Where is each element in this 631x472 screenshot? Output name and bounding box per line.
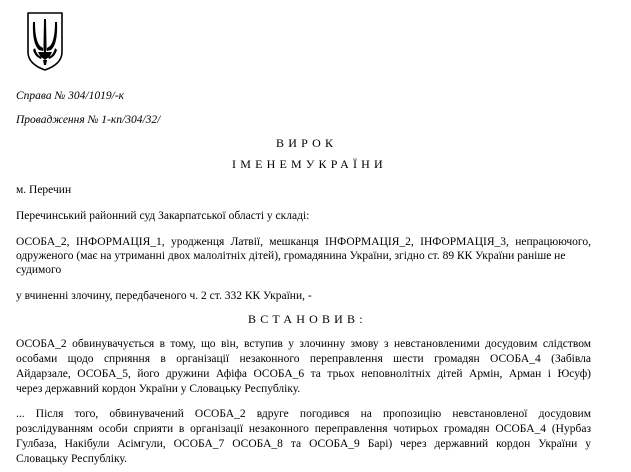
in-the-name-title: ІМЕНЕМУКРАЇНИ (232, 157, 387, 171)
para2-line-2: розслідуванням особи сприяти в організації незаконного переправлення чотирьох громадян ОСОБА_4 (Нурбаз (16, 423, 591, 435)
case-number: Справа № 304/1019/-к (16, 90, 125, 102)
para1-line-2: особами щодо сприяння в організації незаконного переправлення шести громадян ОСОБА_4 (Забівла (16, 353, 591, 365)
para1-line-4: через державний кордон України у Словацьку Республіку. (16, 383, 301, 395)
coat-of-arms-icon (24, 10, 66, 72)
established-title: ВСТАНОВИВ: (248, 312, 367, 326)
crime-line: у вчиненні злочину, передбаченого ч. 2 ст. 332 КК України, - (16, 290, 312, 302)
para1-line-3: Айдарзале, ОСОБА_5, його дружини Афіфа ОСОБА_6 та трьох неповнолітніх дітей Армін, Арман і Юсуф) (16, 368, 591, 380)
place: м. Перечин (16, 184, 72, 196)
defendant-line-1: ОСОБА_2, ІНФОРМАЦІЯ_1, уродженця Латвії, мешканця ІНФОРМАЦІЯ_2, ІНФОРМАЦІЯ_3, непрацюючого, (16, 236, 591, 248)
defendant-line-3: судимого (16, 264, 62, 276)
defendant-line-2: одруженого (має на утриманні двох малолітніх дітей), громадянина України, згідно ст. 89 КК України раніше не (16, 250, 566, 262)
court-line: Перечинський районний суд Закарпатської області у складі: (16, 210, 310, 222)
verdict-title: ВИРОК (276, 136, 338, 150)
proceeding-number: Провадження № 1-кп/304/32/ (16, 114, 161, 126)
para2-line-1: ... Після того, обвинувачений ОСОБА_2 вдруге погодився на пропозицію невстановленої досудовим (16, 408, 591, 420)
para2-line-4: Словацьку Республіку. (16, 453, 127, 465)
para1-line-1: ОСОБА_2 обвинувачується в тому, що він, вступив у злочинну змову з невстановленими досудовим слідством (16, 338, 591, 350)
para2-line-3: Гулбаза, Накібули Асімгули, ОСОБА_7 ОСОБА_8 та ОСОБА_9 Барі) через державний кордон України у (16, 438, 591, 450)
